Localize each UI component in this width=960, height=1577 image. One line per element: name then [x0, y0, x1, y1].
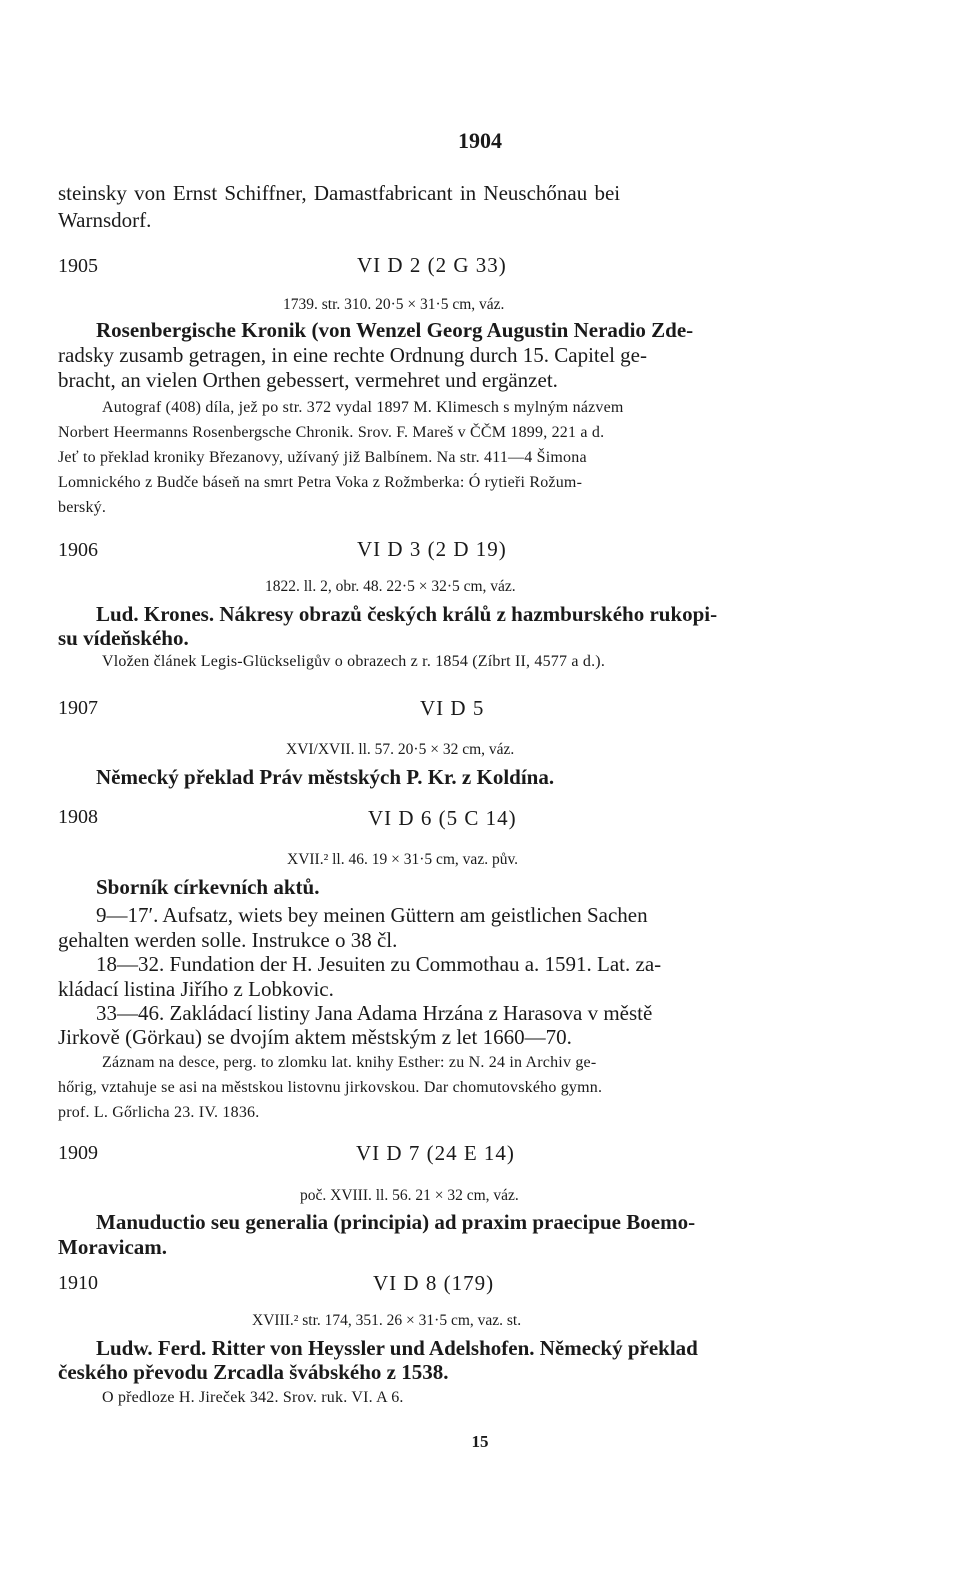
entry-note-line: Norbert Heermanns Rosenbergsche Chronik. Srov. F. Mareš v ČČM 1899, 221 a d. — [58, 424, 605, 441]
entry-body-line: gehalten werden solle. Instrukce o 38 čl. — [58, 928, 398, 952]
entry-body-line: 33—46. Zakládací listiny Jana Adama Hrzána z Harasova v městě — [96, 1001, 653, 1025]
entry-note-line: Záznam na desce, perg. to zlomku lat. knihy Esther: zu N. 24 in Archiv ge- — [102, 1054, 597, 1071]
entry-meta: 1822. ll. 2, obr. 48. 22·5 × 32·5 cm, váz. — [265, 578, 516, 595]
entry-signature: VI D 5 — [420, 696, 485, 720]
continuation-line: steinsky von Ernst Schiffner, Damastfabricant in Neuschőnau bei — [58, 181, 621, 205]
entry-meta: poč. XVIII. ll. 56. 21 × 32 cm, váz. — [300, 1187, 519, 1204]
entry-signature: VI D 3 (2 D 19) — [357, 537, 507, 561]
entry-title-line — [96, 318, 693, 343]
entry-number: 1906 — [58, 539, 98, 561]
entry-title-line: Manuductio seu generalia (principia) ad praxim praecipue Boemo- — [96, 1210, 696, 1234]
entry-signature: VI D 2 (2 G 33) — [357, 253, 507, 277]
entry-body-line: kládací listina Jiřího z Lobkovic. — [58, 977, 334, 1001]
entry-title-line: su vídeňského. — [58, 626, 189, 650]
entry-signature: VI D 6 (5 C 14) — [368, 806, 517, 830]
entry-note-line: berský. — [58, 499, 107, 516]
entry-number: 1910 — [58, 1272, 98, 1294]
entry-title-line: Lud. Krones. Nákresy obrazů českých králů z hazmburského rukopi- — [96, 602, 718, 626]
entry-body-line: 9—17′. Aufsatz, wiets bey meinen Güttern am geistlichen Sachen — [96, 903, 648, 927]
entry-note-line: prof. L. Gőrlicha 23. IV. 1836. — [58, 1104, 260, 1121]
entry-meta: 1739. str. 310. 20·5 × 31·5 cm, váz. — [283, 296, 505, 313]
entry-number: 1905 — [58, 255, 98, 277]
entry-note-line: hőrig, vztahuje se asi na městskou listovnu jirkovskou. Dar chomutovského gymn. — [58, 1079, 603, 1096]
entry-body-line: Jirkově (Görkau) se dvojím aktem městským z let 1660—70. — [58, 1025, 572, 1049]
entry-note-line: Vložen článek Legis-Glückseligův o obrazech z r. 1854 (Zíbrt II, 4577 a d.). — [102, 653, 606, 670]
entry-title-line: Německý překlad Práv městských P. Kr. z Koldína. — [96, 765, 555, 789]
entry-title-line: Moravicam. — [58, 1235, 168, 1259]
entry-title-line: radsky zusamb getragen, in eine rechte Ordnung durch 15. Capitel ge- — [58, 343, 647, 367]
entry-signature: VI D 8 (179) — [373, 1271, 495, 1295]
entry-signature: VI D 7 (24 E 14) — [356, 1141, 515, 1165]
entry-note-line: Jeť to překlad kroniky Březanovy, užívaný již Balbínem. Na str. 411—4 Šimona — [58, 449, 587, 466]
entry-title-line: Sborník církevních aktů. — [96, 875, 320, 899]
page-header-number: 1904 — [458, 128, 502, 153]
entry-title-line: českého převodu Zrcadla švábského z 1538. — [58, 1360, 449, 1384]
entry-body-line: 18—32. Fundation der H. Jesuiten zu Commothau a. 1591. Lat. za- — [96, 952, 662, 976]
entry-note-line: Lomnického z Budče báseň na smrt Petra Voka z Rožmberka: Ó rytieři Rožum- — [58, 474, 583, 491]
entry-meta: XVI/XVII. ll. 57. 20·5 × 32 cm, váz. — [286, 741, 515, 758]
entry-number: 1907 — [58, 697, 98, 719]
entry-meta: XVII.² ll. 46. 19 × 31·5 cm, vaz. pův. — [287, 851, 519, 868]
page-footer-number: 15 — [471, 1432, 489, 1451]
entry-number: 1908 — [58, 806, 98, 828]
continuation-line: Warnsdorf. — [58, 208, 152, 232]
entry-note-line: Autograf (408) díla, jež po str. 372 vydal 1897 M. Klimesch s mylným názvem — [102, 399, 624, 416]
entry-title-line: Ludw. Ferd. Ritter von Heyssler und Adelshofen. Německý překlad — [96, 1336, 698, 1360]
entry-title-line: bracht, an vielen Orthen gebessert, vermehret und ergänzet. — [58, 368, 558, 392]
entry-number: 1909 — [58, 1142, 98, 1164]
entry-title-text: Rosenbergische Kronik (von Wenzel Georg Augustin Neradio Zde- — [96, 318, 694, 342]
entry-meta: XVIII.² str. 174, 351. 26 × 31·5 cm, vaz. st. — [252, 1312, 522, 1329]
entry-note-line: O předloze H. Jireček 342. Srov. ruk. VI. A 6. — [102, 1389, 404, 1406]
